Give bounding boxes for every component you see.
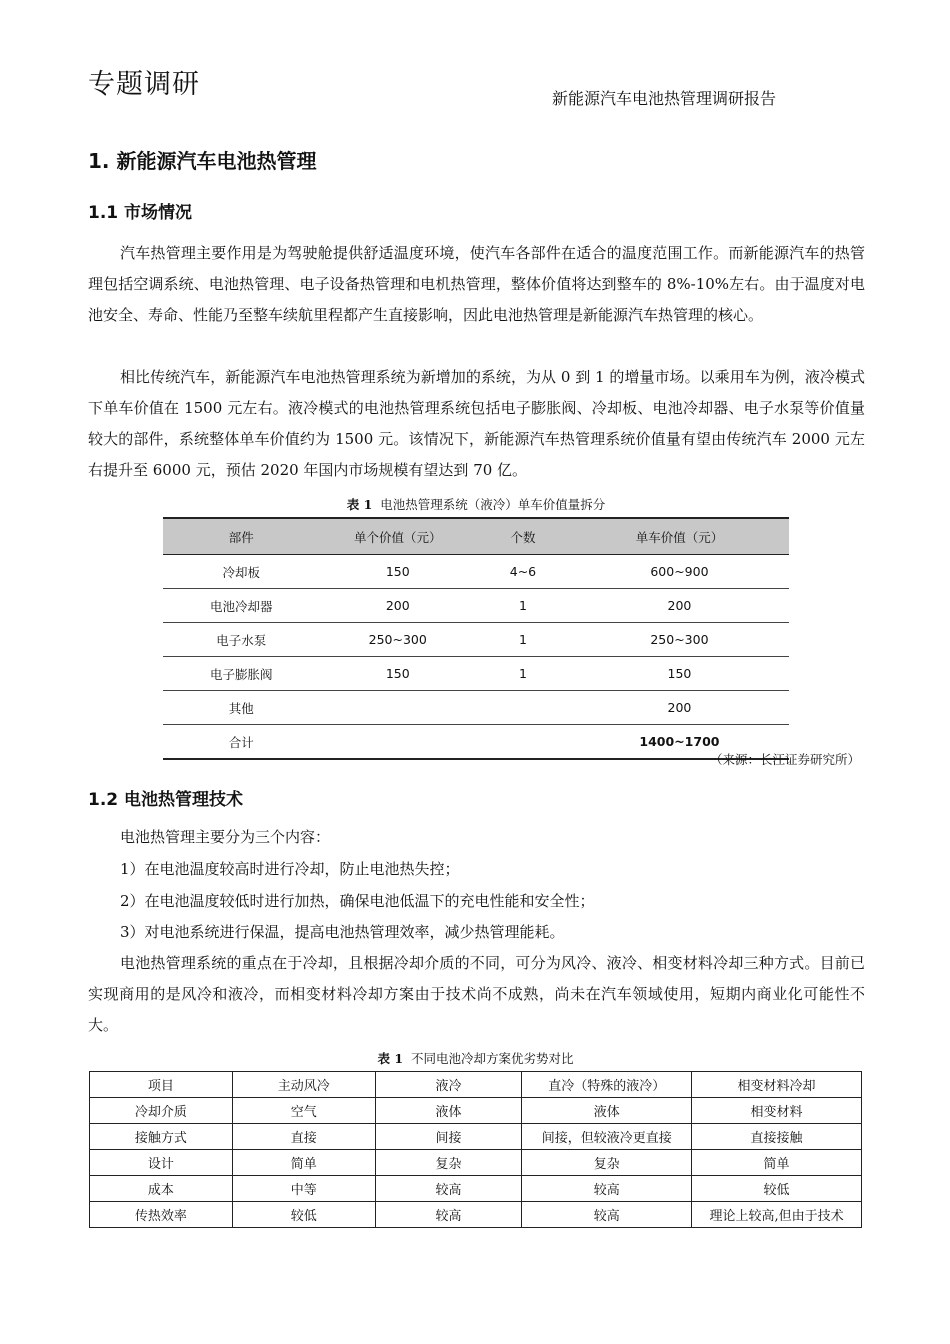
table-cell: 150 bbox=[320, 657, 477, 691]
intro-text: 电池热管理主要分为三个内容： bbox=[120, 828, 331, 846]
table-cell: 250~300 bbox=[570, 623, 789, 657]
table-total-cell: 1400~1700 bbox=[570, 725, 789, 760]
table-cell: 较低 bbox=[232, 1202, 375, 1228]
heading-1-2: 1.2 电池热管理技术 bbox=[88, 790, 244, 810]
table-cell: 复杂 bbox=[375, 1150, 522, 1176]
table-cell: 项目 bbox=[90, 1072, 233, 1098]
table-cell: 直接 bbox=[232, 1124, 375, 1150]
table-cell: 电子水泵 bbox=[163, 623, 320, 657]
list-item: 2）在电池温度较低时进行加热，确保电池低温下的充电性能和安全性； bbox=[120, 892, 595, 910]
heading-1: 1. 新能源汽车电池热管理 bbox=[88, 149, 317, 173]
table-cell: 成本 bbox=[90, 1176, 233, 1202]
table-cell: 直冷（特殊的液冷） bbox=[522, 1072, 692, 1098]
table-cell: 中等 bbox=[232, 1176, 375, 1202]
table-header-cell: 单个价值（元） bbox=[320, 518, 477, 555]
table-header-cell: 部件 bbox=[163, 518, 320, 555]
paragraph-market-1: 汽车热管理主要作用是为驾驶舱提供舒适温度环境，使汽车各部件在适合的温度范围工作。而新能源汽车的热管理包括空调系统、电池热管理、电子设备热管理和电机热管理，整体价值将达到整车的 8%-10%左右。由于温度对电池安全、寿命、性能乃至整车续航里程都产生直接影响，因此电池热管理是新能源汽车热管理的核心。 bbox=[88, 244, 865, 324]
table-cell: 600~900 bbox=[570, 555, 789, 589]
table-header-cell: 单车价值（元） bbox=[570, 518, 789, 555]
table-cell: 较高 bbox=[522, 1202, 692, 1228]
table-cell: 液体 bbox=[375, 1098, 522, 1124]
table-row bbox=[163, 657, 789, 691]
table-row bbox=[163, 623, 789, 657]
table-cell: 250~300 bbox=[320, 623, 477, 657]
table-cell: 传热效率 bbox=[90, 1202, 233, 1228]
table-cell bbox=[320, 725, 477, 760]
table-cell: 主动风冷 bbox=[232, 1072, 375, 1098]
table-cell: 复杂 bbox=[522, 1150, 692, 1176]
table-cell bbox=[476, 691, 570, 725]
table-cell: 间接 bbox=[375, 1124, 522, 1150]
header-report-title: 新能源汽车电池热管理调研报告 bbox=[552, 89, 777, 108]
table-cell: 冷却板 bbox=[163, 555, 320, 589]
table-cell: 相变材料 bbox=[692, 1098, 862, 1124]
table-cell: 简单 bbox=[692, 1150, 862, 1176]
table-cell: 较高 bbox=[375, 1202, 522, 1228]
table-cell: 相变材料冷却 bbox=[692, 1072, 862, 1098]
table-1-caption-prefix: 表 1 bbox=[346, 497, 373, 512]
table-cell: 空气 bbox=[232, 1098, 375, 1124]
table-1-source: （来源：长江证券研究所） bbox=[709, 752, 860, 767]
table-row bbox=[163, 691, 789, 725]
table-cell: 电子膨胀阀 bbox=[163, 657, 320, 691]
table-row bbox=[163, 555, 789, 589]
table-cell: 冷却介质 bbox=[90, 1098, 233, 1124]
table-row bbox=[90, 1150, 862, 1176]
table-1 bbox=[163, 517, 789, 760]
paragraph-market-2: 相比传统汽车，新能源汽车电池热管理系统为新增加的系统，为从 0 到 1 的增量市场。以乘用车为例，液冷模式下单车价值在 1500 元左右。液冷模式的电池热管理系统包括电子膨胀阀、冷却板、电池冷却器、电子水泵等价值量较大的部件，系统整体单车价值约为 1500 元。该情况下，新能源汽车热管理系统价值量有望由传统汽车 2000 元左右提升至 6000 元，预估 2020 年国内市场规模有望达到 70 亿。 bbox=[88, 368, 865, 479]
table-cell: 合计 bbox=[163, 725, 320, 760]
heading-1-1: 1.1 市场情况 bbox=[88, 203, 193, 223]
table-cell: 液冷 bbox=[375, 1072, 522, 1098]
table-cell: 理论上较高,但由于技术 bbox=[692, 1202, 862, 1228]
table-row bbox=[163, 589, 789, 623]
table-1-caption bbox=[163, 495, 789, 513]
table-cell: 接触方式 bbox=[90, 1124, 233, 1150]
table-row bbox=[90, 1176, 862, 1202]
table-cell: 其他 bbox=[163, 691, 320, 725]
list-item: 1）在电池温度较高时进行冷却，防止电池热失控； bbox=[120, 860, 460, 878]
table-cell: 直接接触 bbox=[692, 1124, 862, 1150]
table-cell: 设计 bbox=[90, 1150, 233, 1176]
table-1-caption-text: 电池热管理系统（液冷）单车价值量拆分 bbox=[380, 497, 606, 512]
table-cell: 简单 bbox=[232, 1150, 375, 1176]
table-cell: 较高 bbox=[375, 1176, 522, 1202]
table-cell: 200 bbox=[570, 691, 789, 725]
table-header-cell: 个数 bbox=[476, 518, 570, 555]
header-section-title: 专题调研 bbox=[88, 69, 200, 100]
table-2-caption-prefix: 表 1 bbox=[377, 1051, 404, 1066]
table-cell bbox=[476, 725, 570, 760]
table-cell: 4~6 bbox=[476, 555, 570, 589]
table-cell: 1 bbox=[476, 623, 570, 657]
table-cell: 200 bbox=[570, 589, 789, 623]
table-row bbox=[90, 1072, 862, 1098]
table-2-caption bbox=[89, 1049, 862, 1067]
table-cell: 1 bbox=[476, 589, 570, 623]
paragraph-cooling: 电池热管理系统的重点在于冷却，且根据冷却介质的不同，可分为风冷、液冷、相变材料冷却三种方式。目前已实现商用的是风冷和液冷，而相变材料冷却方案由于技术尚不成熟，尚未在汽车领域使用，短期内商业化可能性不大。 bbox=[88, 954, 865, 1034]
list-item: 3）对电池系统进行保温，提高电池热管理效率，减少热管理能耗。 bbox=[120, 923, 565, 941]
table-header-row bbox=[163, 518, 789, 555]
table-row bbox=[90, 1124, 862, 1150]
table-cell: 较低 bbox=[692, 1176, 862, 1202]
table-cell: 液体 bbox=[522, 1098, 692, 1124]
table-cell: 150 bbox=[570, 657, 789, 691]
table-cell: 200 bbox=[320, 589, 477, 623]
table-cell: 较高 bbox=[522, 1176, 692, 1202]
table-cell: 电池冷却器 bbox=[163, 589, 320, 623]
table-2 bbox=[89, 1071, 862, 1228]
table-cell: 1 bbox=[476, 657, 570, 691]
table-2-caption-text: 不同电池冷却方案优劣势对比 bbox=[411, 1051, 574, 1066]
table-cell: 150 bbox=[320, 555, 477, 589]
table-cell: 间接，但较液冷更直接 bbox=[522, 1124, 692, 1150]
table-row bbox=[90, 1098, 862, 1124]
table-cell bbox=[320, 691, 477, 725]
table-row bbox=[90, 1202, 862, 1228]
